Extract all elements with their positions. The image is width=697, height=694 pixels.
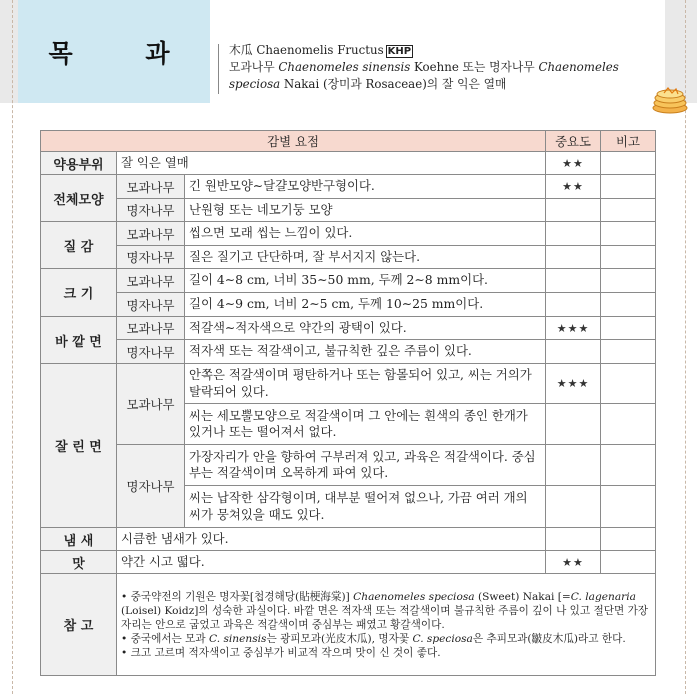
category-cell: 약용부위 xyxy=(41,152,117,175)
remarks-cell xyxy=(601,551,656,574)
description-cell: 가장자리가 안을 향하여 구부러져 있고, 과육은 적갈색이다. 중심부는 적갈색이며 오목하게 파여 있다. xyxy=(185,445,546,486)
description-cell: 적자색 또는 적갈색이고, 불규칙한 깊은 주름이 있다. xyxy=(185,340,546,364)
header-importance: 중요도 xyxy=(546,131,601,152)
table-row xyxy=(41,199,656,222)
description-cell: 안쪽은 적갈색이며 평탄하거나 또는 함몰되어 있고, 씨는 거의가 탈락되어 있다. xyxy=(185,364,546,404)
category-cell: 질 감 xyxy=(41,222,117,269)
origin-text: 모과나무 xyxy=(229,60,275,74)
category-cell: 냄 새 xyxy=(41,528,117,551)
note-item xyxy=(121,632,651,646)
table-row xyxy=(41,222,656,246)
note-species: C. sinensis xyxy=(209,632,267,645)
origin-species: Chaenomeles xyxy=(538,60,619,74)
category-cell: 크 기 xyxy=(41,269,117,317)
header-key-points: 감별 요점 xyxy=(41,131,546,152)
species-cell: 명자나무 xyxy=(117,445,185,528)
stacked-pancake-icon xyxy=(650,84,690,114)
description-cell: 긴 원반모양∼달걀모양반구형이다. xyxy=(185,175,546,199)
remarks-cell xyxy=(601,269,656,293)
note-species: C. lagenaria xyxy=(570,590,636,603)
table-row xyxy=(41,364,656,404)
category-cell: 전체모양 xyxy=(41,175,117,222)
importance-cell xyxy=(546,269,601,293)
herb-title-box xyxy=(18,0,210,103)
importance-cell xyxy=(546,404,601,445)
importance-stars: ★★ xyxy=(546,175,601,199)
description-cell: 길이 4∼8 cm, 너비 35∼50 mm, 두께 2∼8 mm이다. xyxy=(185,269,546,293)
table-header-row xyxy=(41,131,656,152)
species-cell: 모과나무 xyxy=(117,222,185,246)
header-remarks: 비고 xyxy=(601,131,656,152)
note-species: Chaenomeles speciosa xyxy=(353,590,475,603)
description-cell: 씨는 납작한 삼각형이며, 대부분 떨어져 없으나, 가끔 여러 개의 씨가 뭉쳐있을 때도 있다. xyxy=(185,486,546,528)
category-cell: 맛 xyxy=(41,551,117,574)
hanja-name: 木瓜 xyxy=(229,43,253,57)
table-row xyxy=(41,246,656,269)
description-cell: 질은 질기고 단단하며, 잘 부서지지 않는다. xyxy=(185,246,546,269)
description-cell: 길이 4∼9 cm, 너비 2∼5 cm, 두께 10∼25 mm이다. xyxy=(185,293,546,317)
table-row xyxy=(41,293,656,317)
species-cell: 명자나무 xyxy=(117,246,185,269)
description-cell: 씨는 세모뿔모양으로 적갈색이며 그 안에는 흰색의 종인 한개가 있거나 또는 떨어져서 없다. xyxy=(185,404,546,445)
importance-stars: ★★ xyxy=(546,551,601,574)
herb-title: 목 과 xyxy=(48,38,202,68)
margin-guide-left xyxy=(12,0,13,694)
origin-text: Nakai (장미과 Rosaceae)의 잘 익은 열매 xyxy=(283,77,507,91)
remarks-cell xyxy=(601,528,656,551)
category-cell: 바 깥 면 xyxy=(41,317,117,364)
table-row xyxy=(41,317,656,340)
note-text: 은 추피모과(皺皮木瓜)라고 한다. xyxy=(472,632,626,645)
remarks-cell xyxy=(601,486,656,528)
species-cell: 모과나무 xyxy=(117,269,185,293)
remarks-cell xyxy=(601,175,656,199)
importance-stars: ★★ xyxy=(546,152,601,175)
khp-badge: KHP xyxy=(387,46,412,57)
table-row xyxy=(41,269,656,293)
description-cell: 적갈색∼적자색으로 약간의 광택이 있다. xyxy=(185,317,546,340)
note-item: • 크고 고르며 적자색이고 중심부가 비교적 작으며 맛이 신 것이 좋다. xyxy=(121,646,441,659)
description-cell: 약간 시고 떫다. xyxy=(117,551,546,574)
importance-stars: ★★★ xyxy=(546,364,601,404)
importance-cell xyxy=(546,340,601,364)
note-text: (Loisel) Koidz]의 성숙한 과실이다. 바깥 면은 적자색 또는 적갈색이며 불규칙한 주름이 깊이 나 있고 절단면 가장자리는 안으로 굽었고 과육은 적갈색이며 중심부는 패였고 황갈색이다. xyxy=(121,604,649,631)
description-cell: 난원형 또는 네모기둥 모양 xyxy=(185,199,546,222)
importance-cell xyxy=(546,222,601,246)
remarks-cell xyxy=(601,317,656,340)
remarks-cell xyxy=(601,222,656,246)
remarks-cell xyxy=(601,293,656,317)
species-cell: 모과나무 xyxy=(117,364,185,445)
latin-name: Chaenomelis Fructus xyxy=(256,43,384,57)
remarks-cell xyxy=(601,340,656,364)
remarks-cell xyxy=(601,246,656,269)
importance-cell xyxy=(546,199,601,222)
importance-cell xyxy=(546,486,601,528)
note-text: • 중국약전의 기원은 명자꽃[첩경해당(貼梗海棠)] xyxy=(121,590,350,603)
note-item xyxy=(121,590,651,632)
importance-cell xyxy=(546,445,601,486)
notes-cell xyxy=(117,574,656,676)
table-row xyxy=(41,445,656,486)
note-text: • 중국에서는 모과 xyxy=(121,632,206,645)
table-row xyxy=(41,152,656,175)
remarks-cell xyxy=(601,199,656,222)
table-row xyxy=(41,528,656,551)
herb-description xyxy=(229,42,659,93)
identification-table xyxy=(40,130,656,676)
origin-species: speciosa xyxy=(229,77,281,91)
species-cell: 명자나무 xyxy=(117,340,185,364)
species-cell: 명자나무 xyxy=(117,199,185,222)
remarks-cell xyxy=(601,404,656,445)
species-cell: 모과나무 xyxy=(117,317,185,340)
table-row xyxy=(41,574,656,676)
table-row xyxy=(41,175,656,199)
origin-text: Koehne 또는 명자나무 xyxy=(414,60,535,74)
importance-cell xyxy=(546,246,601,269)
note-text: (Sweet) Nakai [= xyxy=(477,590,571,603)
species-cell: 모과나무 xyxy=(117,175,185,199)
description-divider xyxy=(218,44,219,94)
category-cell: 잘 린 면 xyxy=(41,364,117,528)
note-species: C. speciosa xyxy=(412,632,473,645)
table-row xyxy=(41,340,656,364)
description-cell: 씹으면 모래 씹는 느낌이 있다. xyxy=(185,222,546,246)
importance-cell xyxy=(546,293,601,317)
species-cell: 명자나무 xyxy=(117,293,185,317)
origin-species: Chaenomeles sinensis xyxy=(278,60,411,74)
description-cell: 잘 익은 열매 xyxy=(117,152,546,175)
category-cell: 참 고 xyxy=(41,574,117,676)
remarks-cell xyxy=(601,445,656,486)
note-text: 는 광피모과(光皮木瓜), 명자꽃 xyxy=(266,632,410,645)
importance-cell xyxy=(546,528,601,551)
importance-stars: ★★★ xyxy=(546,317,601,340)
remarks-cell xyxy=(601,364,656,404)
description-cell: 시큼한 냄새가 있다. xyxy=(117,528,546,551)
remarks-cell xyxy=(601,152,656,175)
table-row xyxy=(41,551,656,574)
